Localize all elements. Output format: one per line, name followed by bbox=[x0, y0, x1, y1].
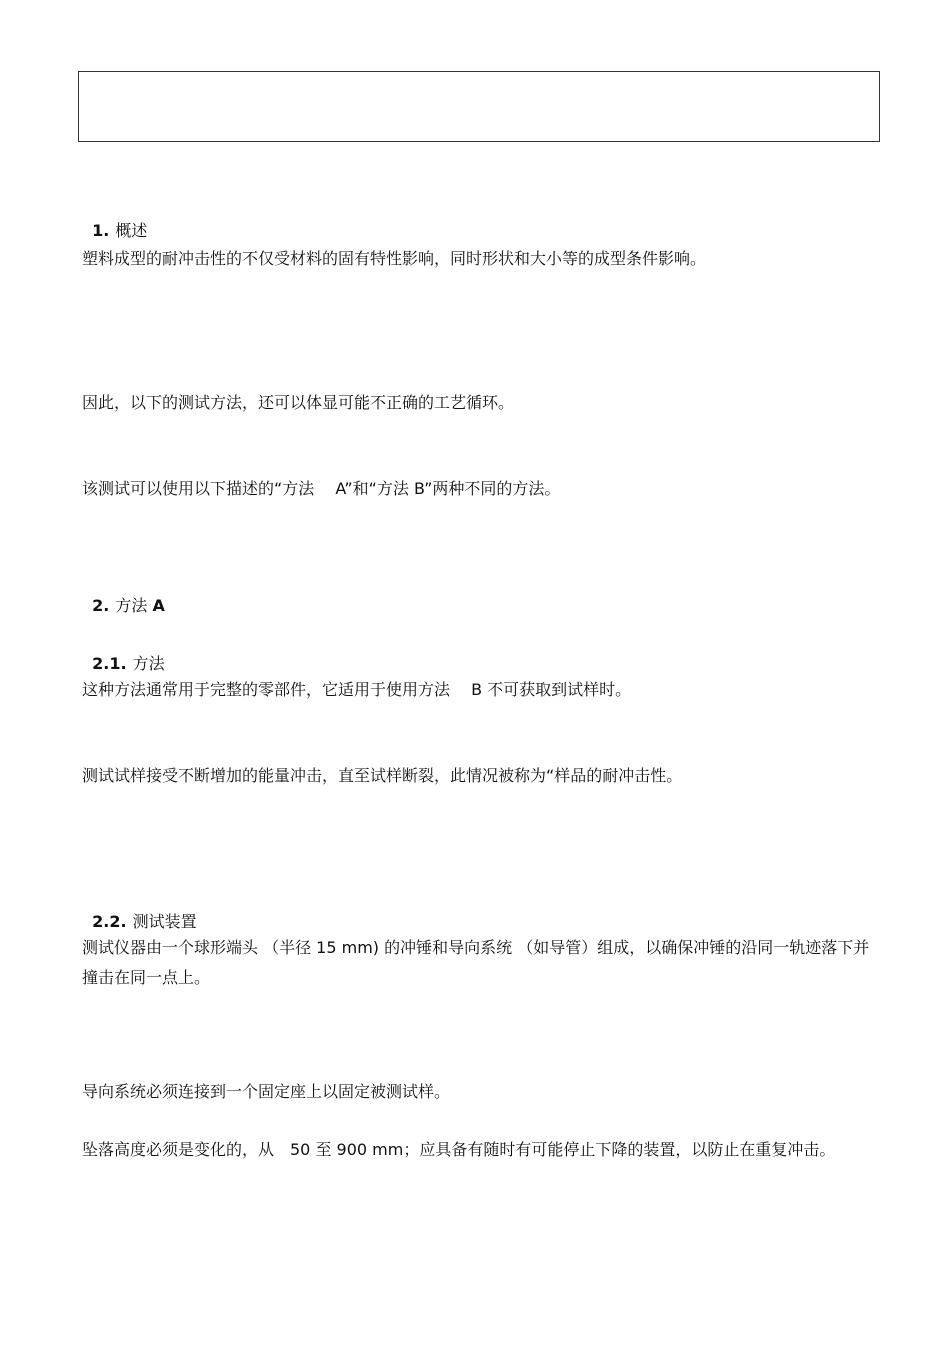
section-title-suffix: A bbox=[152, 596, 165, 615]
section-1-heading bbox=[82, 186, 147, 246]
subsection-2-2-paragraph-2: 导向系统必须连接到一个固定座上以固定被测试样。 bbox=[82, 1082, 451, 1101]
section-2-heading bbox=[82, 561, 171, 621]
section-1-paragraph-2: 因此，以下的测试方法，还可以体显可能不正确的工艺循环。 bbox=[82, 393, 515, 412]
subsection-number: 2.2. bbox=[92, 912, 127, 931]
subsection-2-1-paragraph-2: 测试试样接受不断增加的能量冲击，直至试样断裂，此情况被称为“样品的耐冲击性。 bbox=[82, 766, 683, 785]
subsection-title: 方法 bbox=[132, 654, 165, 673]
section-1-paragraph-1: 塑料成型的耐冲击性的不仅受材料的固有特性影响，同时形状和大小等的成型条件影响。 bbox=[82, 249, 707, 268]
section-number: 2. bbox=[92, 596, 110, 615]
subsection-2-2-paragraph-3: 坠落高度必须是变化的，从 50 至 900 mm；应具备有随时有可能停止下降的装置，以防止在重复冲击。 bbox=[82, 1140, 836, 1159]
subsection-2-1-paragraph-1: 这种方法通常用于完整的零部件，它适用于使用方法 B 不可获取到试样时。 bbox=[82, 680, 632, 699]
subsection-2-2-paragraph-1: 测试仪器由一个球形端头 （半径 15 mm) 的冲锤和导向系统 （如导管）组成，以确保冲锤的沿同一轨迹落下并撞击在同一点上。 bbox=[82, 938, 870, 987]
section-title: 概述 bbox=[115, 221, 148, 240]
subsection-number: 2.1. bbox=[92, 654, 127, 673]
subsection-2-1-heading bbox=[82, 619, 165, 679]
section-1-paragraph-3: 该测试可以使用以下描述的“方法 A”和“方法 B”两种不同的方法。 bbox=[82, 479, 561, 498]
section-number: 1. bbox=[92, 221, 110, 240]
subsection-2-2-heading bbox=[82, 877, 197, 937]
section-title: 方法 bbox=[115, 596, 148, 615]
header-box bbox=[78, 71, 880, 142]
subsection-title: 测试装置 bbox=[132, 912, 197, 931]
